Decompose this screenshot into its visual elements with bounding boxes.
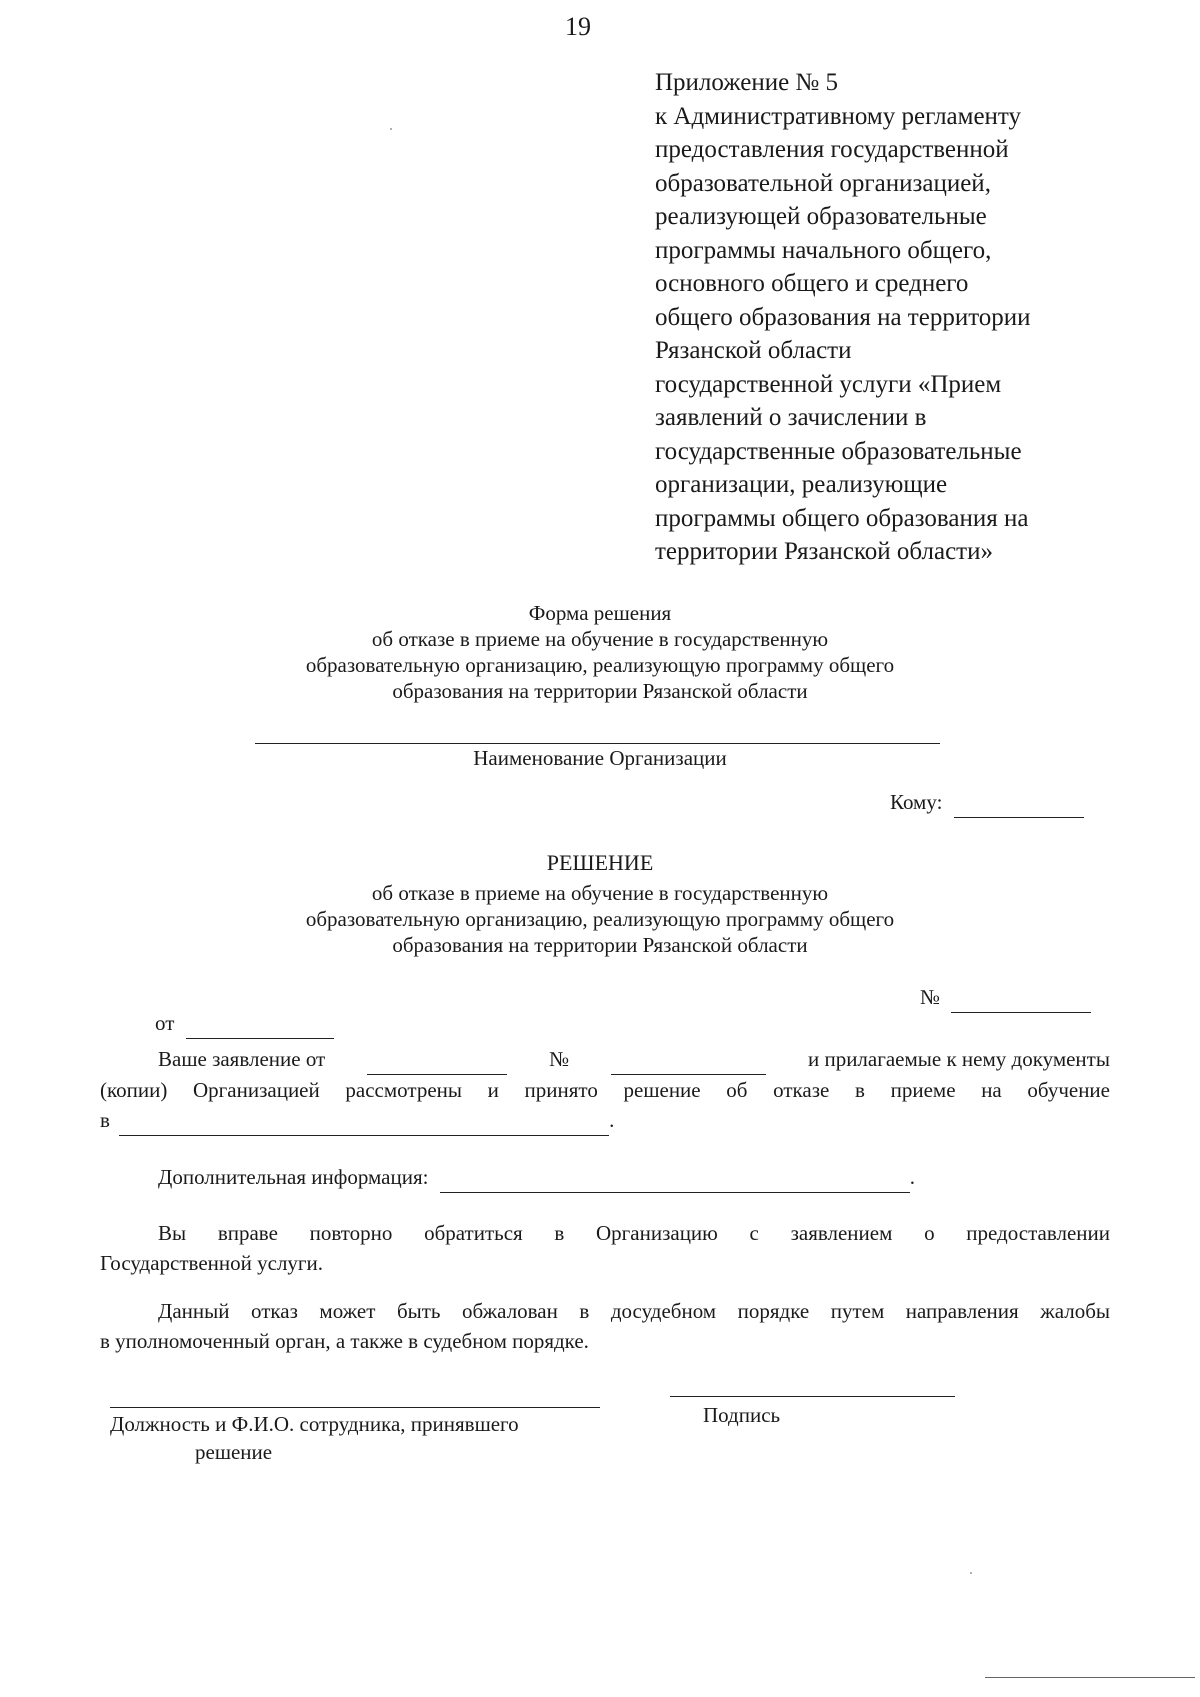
additional-info-label: Дополнительная информация: xyxy=(158,1165,429,1189)
body-text: в xyxy=(100,1108,110,1132)
appendix-line: основного общего и среднего xyxy=(655,270,969,297)
body-paragraph-3 xyxy=(100,1218,1110,1278)
application-number-field[interactable] xyxy=(611,1044,766,1075)
application-date-field[interactable] xyxy=(367,1044,507,1075)
appendix-line: программы общего образования на xyxy=(655,504,1029,532)
organization-caption: Наименование Организации xyxy=(473,746,727,770)
body-paragraph-4 xyxy=(100,1296,1110,1356)
education-organization-row xyxy=(100,1105,1110,1136)
employee-caption-line: Должность и Ф.И.О. сотрудника, принявшего xyxy=(110,1412,519,1436)
employee-caption-line: решение xyxy=(195,1440,273,1464)
appendix-line: программы начального общего, xyxy=(655,236,992,264)
number-label: № xyxy=(920,985,941,1009)
appendix-line: к Административному регламенту xyxy=(655,102,1022,130)
form-heading xyxy=(0,600,1200,704)
decision-date-field[interactable] xyxy=(186,1008,334,1039)
additional-info-row xyxy=(158,1162,915,1193)
recipient-field[interactable] xyxy=(954,787,1084,818)
employee-caption xyxy=(110,1410,519,1466)
employee-position-name-field[interactable] xyxy=(110,1407,600,1408)
form-heading-line: образовательную организацию, реализующую программу общего xyxy=(305,653,895,677)
appendix-line: заявлений о зачислении в xyxy=(655,404,927,431)
form-heading-line: Форма решения xyxy=(528,601,672,625)
appendix-line: Рязанской области xyxy=(655,337,852,364)
decision-number-field[interactable] xyxy=(951,982,1091,1013)
form-heading-line: об отказе в приеме на обучение в государственную xyxy=(371,627,829,651)
body-text: Ваше заявление от xyxy=(158,1047,326,1071)
body-paragraph-1 xyxy=(100,1044,1110,1136)
scan-speck xyxy=(970,1572,972,1574)
body-text: . xyxy=(909,1165,915,1189)
scan-edge-line xyxy=(985,1677,1195,1678)
organization-name-field[interactable] xyxy=(255,743,940,744)
education-organization-field[interactable] xyxy=(119,1105,609,1136)
body-line: в уполномоченный орган, а также в судебном порядке. xyxy=(100,1329,589,1353)
appendix-line: предоставления государственной xyxy=(655,136,1009,163)
decision-date-row xyxy=(155,1008,334,1039)
recipient-row xyxy=(890,787,1084,818)
form-heading-line: образования на территории Рязанской области xyxy=(392,679,808,703)
decision-heading xyxy=(0,850,1200,958)
appendix-block xyxy=(655,66,1031,569)
appendix-line: общего образования на территории xyxy=(655,303,1031,331)
decision-title: РЕШЕНИЕ xyxy=(546,850,654,875)
body-line: Вы вправе повторно обратиться в Организацию с заявлением о предоставлении xyxy=(158,1221,1110,1245)
decision-subtitle-line: образования на территории Рязанской области xyxy=(392,933,808,957)
appendix-line: реализующей образовательные xyxy=(655,203,987,230)
additional-info-field[interactable] xyxy=(440,1162,910,1193)
decision-number-row xyxy=(920,982,1091,1013)
appendix-line: государственной услуги «Прием xyxy=(655,370,1002,398)
appendix-line: образовательной организацией, xyxy=(655,169,991,197)
body-line: Данный отказ может быть обжалован в досудебном порядке путем направления жалобы xyxy=(158,1299,1110,1323)
decision-subtitle-line: об отказе в приеме на обучение в государственную xyxy=(371,881,829,905)
appendix-line: Приложение № 5 xyxy=(655,69,839,96)
appendix-line: организации, реализующие xyxy=(655,471,948,498)
recipient-label: Кому: xyxy=(890,790,943,814)
date-label: от xyxy=(155,1011,175,1035)
body-text: № xyxy=(549,1047,570,1071)
body-text: и прилагаемые к нему документы xyxy=(807,1047,1110,1071)
body-line: Государственной услуги. xyxy=(100,1251,324,1275)
signature-field[interactable] xyxy=(670,1396,955,1397)
signature-caption: Подпись xyxy=(703,1403,781,1427)
appendix-line: территории Рязанской области» xyxy=(655,538,993,565)
page-number: 19 xyxy=(565,12,591,41)
body-text: . xyxy=(609,1108,615,1132)
appendix-line: государственные образовательные xyxy=(655,437,1022,465)
scan-speck xyxy=(390,128,392,130)
decision-subtitle-line: образовательную организацию, реализующую программу общего xyxy=(305,907,895,931)
body-line: (копии) Организацией рассмотрены и принято решение об отказе в приеме на обучение xyxy=(100,1078,1110,1102)
